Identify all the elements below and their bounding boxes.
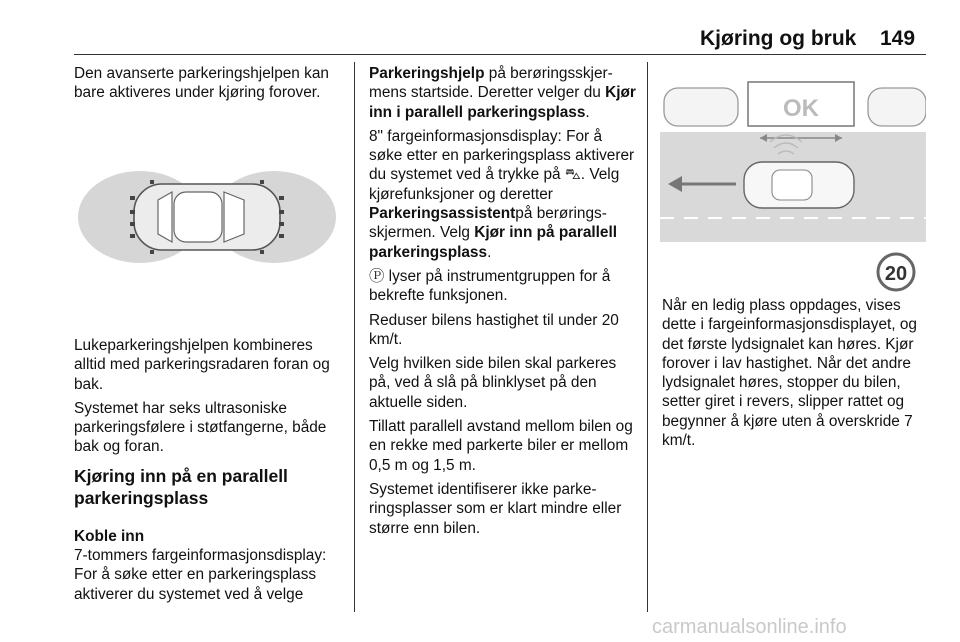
paragraph: Ⓟ lyser på instrumentgruppen for å bekrefte funksjonen. (369, 267, 611, 305)
column-3 (662, 296, 928, 455)
page-number: 149 (880, 27, 916, 50)
vehicle-settings-icon: ⛍ (564, 166, 581, 184)
parking-indicator-icon: Ⓟ (369, 267, 385, 285)
paragraph: Parkeringshjelp på berøringsskjermens startside. Deretter velger du Kjør inn i parallell parkeringsplass. (369, 65, 636, 121)
paragraph: Tillatt parallell avstand mellom bilen og en rekke med parkerte biler er mellom 0,5 m og 1,5 m. (369, 418, 633, 474)
ok-label: OK (783, 95, 819, 122)
paragraph: Systemet har seks ultrasoniske parkeringsfølere i støtfangerne, både bak og foran. (74, 399, 327, 456)
paragraph: Når en ledig plass oppdages, vises dette i fargeinformasjonsdisplayet, og det første lydsignalet kan høres. Kjør forover i lav hastighet. Når det andre lydsignalet høres, stopper du bilen, setter giret i revers, slipper rattet og begynner å kjøre uten å overskride 7 km/t. (662, 297, 917, 450)
parallel-parking-figure (660, 66, 926, 294)
column-divider-2 (647, 62, 648, 612)
paragraph: Reduser bilens hastighet til under 20 km/t. (369, 311, 619, 348)
paragraph: Systemet identifiserer ikke parkeringsplasser som er klart mindre eller større enn bilen. (369, 480, 622, 537)
header-divider (74, 54, 926, 55)
speed-sign-label: 20 (884, 263, 908, 285)
paragraph: Velg hvilken side bilen skal parkeres på, ved å slå på blinklyset på den aktuelle siden. (369, 355, 617, 411)
paragraph: Lukeparkeringshjelpen kombineres alltid med parkeringsradaren foran og bak. (74, 337, 330, 393)
column-1-lower (74, 336, 344, 609)
column-divider-1 (354, 62, 355, 612)
column-1 (74, 64, 344, 108)
subheading: Koble inn (74, 527, 145, 545)
parking-sensor-figure (74, 112, 340, 322)
watermark: carmanualsonline.info (652, 616, 847, 638)
column-2 (369, 64, 637, 543)
running-header-title: Kjøring og bruk (700, 27, 857, 50)
paragraph: 8" fargeinformasjonsdisplay: For å søke etter en parkeringsplass aktiverer du systemet ved å trykke på ⛍. Velg kjørefunksjoner og deretter Parkeringsassistentpå berøringsskjermen. Velg Kjør inn på parallell parkeringsplass. (369, 127, 635, 261)
paragraph: Den avanserte parkeringshjelpen kan bare aktiveres under kjøring forover. (74, 65, 329, 102)
section-heading: Kjøring inn på en parallell parkeringsplass (74, 465, 288, 508)
paragraph: 7-tommers fargeinformasjonsdisplay: For å søke etter en parkeringsplass aktiverer du systemet ved å velge (74, 547, 327, 603)
